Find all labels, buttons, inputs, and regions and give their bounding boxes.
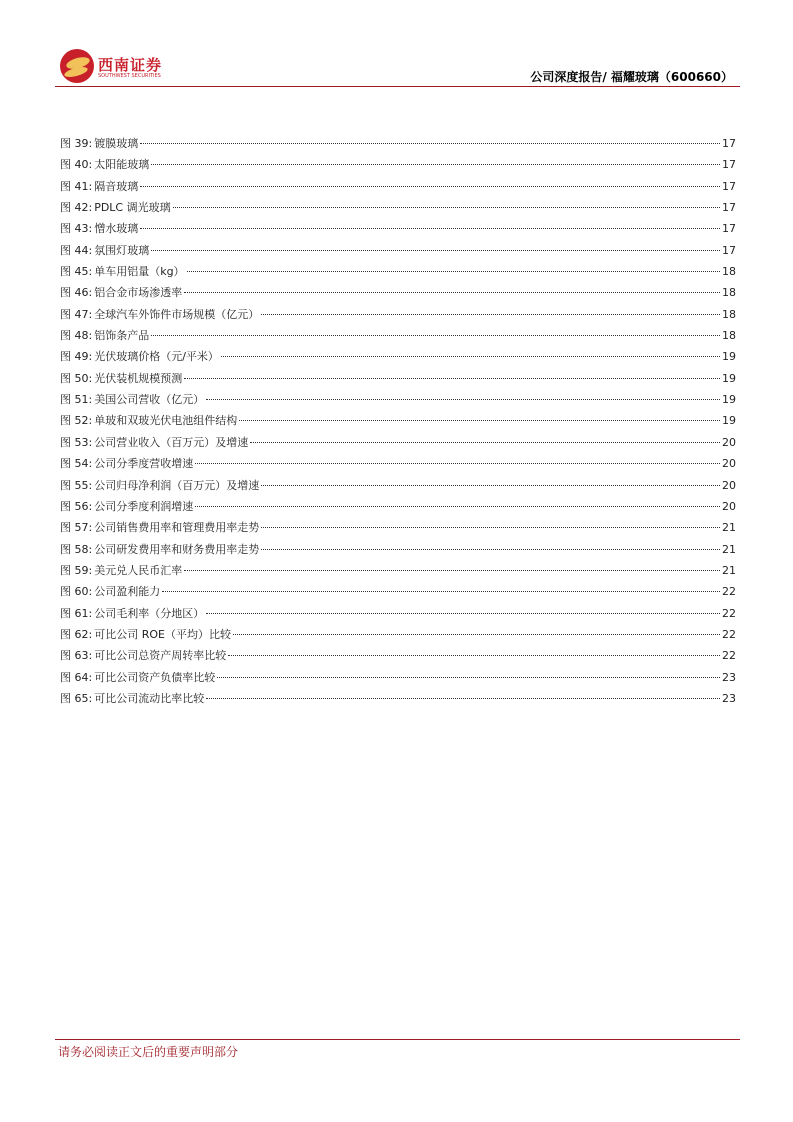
toc-entry-title: 铝饰条产品 bbox=[94, 329, 150, 343]
toc-leader-dots bbox=[184, 292, 720, 293]
toc-entry-number: 图 58: bbox=[60, 542, 93, 556]
toc-entry-number: 图 52: bbox=[60, 414, 93, 428]
toc-leader-dots bbox=[221, 356, 720, 357]
toc-entry-page: 17 bbox=[722, 243, 736, 257]
toc-entry-number: 图 39: bbox=[60, 137, 93, 150]
toc-entry[interactable] bbox=[60, 178, 736, 199]
toc-entry-number: 图 40: bbox=[60, 158, 93, 172]
toc-leader-dots bbox=[250, 442, 720, 443]
toc-entry-page: 17 bbox=[722, 137, 736, 150]
toc-leader-dots bbox=[140, 228, 720, 229]
toc-entry-number: 图 53: bbox=[60, 435, 93, 449]
toc-entry-title: 公司盈利能力 bbox=[94, 585, 161, 599]
toc-entry-number: 图 42: bbox=[60, 201, 93, 215]
toc-entry-title: PDLC 调光玻璃 bbox=[94, 201, 171, 215]
toc-entry-title: 隔音玻璃 bbox=[94, 179, 139, 193]
toc-entry[interactable] bbox=[60, 242, 736, 263]
toc-entry-page: 19 bbox=[722, 393, 736, 407]
toc-entry-title: 公司毛利率（分地区） bbox=[94, 606, 205, 620]
logo-text-en: SOUTHWEST SECURITIES bbox=[98, 73, 161, 79]
toc-entry[interactable] bbox=[60, 562, 736, 583]
toc-entry-number: 图 43: bbox=[60, 222, 93, 236]
toc-leader-dots bbox=[151, 164, 720, 165]
toc-entry-page: 23 bbox=[722, 691, 736, 705]
toc-entry[interactable] bbox=[60, 669, 736, 690]
toc-entry-page: 20 bbox=[722, 435, 736, 449]
toc-entry-title: 可比公司流动比率比较 bbox=[94, 691, 205, 705]
toc-entry-title: 公司分季度营收增速 bbox=[94, 457, 194, 471]
toc-entry-number: 图 51: bbox=[60, 393, 93, 407]
toc-entry-title: 光伏装机规模预测 bbox=[94, 371, 183, 385]
toc-leader-dots bbox=[206, 613, 720, 614]
toc-leader-dots bbox=[206, 698, 720, 699]
toc-leader-dots bbox=[195, 463, 720, 464]
toc-entry-number: 图 44: bbox=[60, 243, 93, 257]
toc-entry-number: 图 57: bbox=[60, 521, 93, 535]
toc-entry-title: 美元兑人民币汇率 bbox=[94, 563, 183, 577]
toc-entry[interactable] bbox=[60, 477, 736, 498]
toc-entry-page: 20 bbox=[722, 457, 736, 471]
toc-entry-page: 17 bbox=[722, 222, 736, 236]
toc-leader-dots bbox=[140, 186, 720, 187]
toc-entry-number: 图 48: bbox=[60, 329, 93, 343]
toc-entry-page: 17 bbox=[722, 201, 736, 215]
header-divider bbox=[55, 86, 740, 87]
toc-entry-title: 美国公司营收（亿元） bbox=[94, 393, 205, 407]
toc-entry[interactable] bbox=[60, 412, 736, 433]
toc-entry[interactable] bbox=[60, 434, 736, 455]
toc-entry-page: 18 bbox=[722, 265, 736, 279]
toc-entry-page: 17 bbox=[722, 179, 736, 193]
toc-entry-page: 20 bbox=[722, 478, 736, 492]
toc-entry-title: 公司营业收入（百万元）及增速 bbox=[94, 435, 249, 449]
toc-entry[interactable] bbox=[60, 583, 736, 604]
toc-entry-title: 单玻和双玻光伏电池组件结构 bbox=[94, 414, 238, 428]
toc-entry-title: 铝合金市场渗透率 bbox=[94, 286, 183, 300]
toc-entry-page: 17 bbox=[722, 158, 736, 172]
toc-leader-dots bbox=[261, 485, 720, 486]
toc-entry[interactable] bbox=[60, 455, 736, 476]
toc-entry[interactable] bbox=[60, 391, 736, 412]
toc-entry-title: 公司研发费用率和财务费用率走势 bbox=[94, 542, 260, 556]
toc-entry[interactable] bbox=[60, 626, 736, 647]
toc-leader-dots bbox=[261, 549, 720, 550]
toc-entry[interactable] bbox=[60, 284, 736, 305]
toc-leader-dots bbox=[228, 655, 720, 656]
toc-entry-number: 图 56: bbox=[60, 499, 93, 513]
toc-entry[interactable] bbox=[60, 306, 736, 327]
toc-entry[interactable] bbox=[60, 605, 736, 626]
toc-entry[interactable] bbox=[60, 370, 736, 391]
logo-text-cn: 西南证券 bbox=[98, 56, 163, 74]
toc-entry-number: 图 45: bbox=[60, 265, 93, 279]
toc-entry[interactable] bbox=[60, 348, 736, 369]
toc-entry-page: 18 bbox=[722, 329, 736, 343]
toc-entry-number: 图 50: bbox=[60, 371, 93, 385]
toc-leader-dots bbox=[239, 420, 720, 421]
toc-entry-page: 21 bbox=[722, 542, 736, 556]
toc-entry-page: 22 bbox=[722, 606, 736, 620]
toc-entry-page: 23 bbox=[722, 670, 736, 684]
footer-disclaimer: 请务必阅读正文后的重要声明部分 bbox=[58, 1045, 239, 1059]
toc-leader-dots bbox=[151, 250, 720, 251]
toc-entry-title: 可比公司资产负债率比较 bbox=[94, 670, 216, 684]
toc-leader-dots bbox=[162, 591, 720, 592]
toc-entry-page: 21 bbox=[722, 521, 736, 535]
toc-entry-number: 图 63: bbox=[60, 649, 93, 663]
toc-leader-dots bbox=[140, 143, 720, 144]
toc-entry-title: 光伏玻璃价格（元/平米） bbox=[94, 350, 219, 364]
toc-entry-number: 图 49: bbox=[60, 350, 93, 364]
toc-leader-dots bbox=[195, 506, 720, 507]
toc-leader-dots bbox=[151, 335, 720, 336]
toc-entry-number: 图 47: bbox=[60, 307, 93, 321]
toc-entry-title: 公司分季度利润增速 bbox=[94, 499, 194, 513]
toc-leader-dots bbox=[184, 378, 720, 379]
header-title: 公司深度报告/ 福耀玻璃（600660） bbox=[530, 70, 733, 84]
toc-leader-dots bbox=[184, 570, 720, 571]
toc-entry-page: 22 bbox=[722, 627, 736, 641]
toc-entry[interactable] bbox=[60, 647, 736, 668]
toc-entry[interactable] bbox=[60, 220, 736, 241]
toc-entry-title: 单车用铝量（kg） bbox=[94, 265, 185, 279]
toc-entry-title: 公司归母净利润（百万元）及增速 bbox=[94, 478, 260, 492]
toc-leader-dots bbox=[233, 634, 720, 635]
toc-entry-number: 图 59: bbox=[60, 563, 93, 577]
toc-entry-number: 图 54: bbox=[60, 457, 93, 471]
toc-entry[interactable] bbox=[60, 498, 736, 519]
toc-entry-number: 图 62: bbox=[60, 627, 93, 641]
toc-leader-dots bbox=[187, 271, 720, 272]
footer-divider bbox=[55, 1039, 740, 1040]
toc-entry[interactable] bbox=[60, 519, 736, 540]
toc-entry-page: 19 bbox=[722, 371, 736, 385]
toc-entry[interactable] bbox=[60, 690, 736, 711]
toc-entry-page: 20 bbox=[722, 499, 736, 513]
toc-entry-title: 氛围灯玻璃 bbox=[94, 243, 150, 257]
toc-entry-number: 图 60: bbox=[60, 585, 93, 599]
toc-entry-title: 可比公司 ROE（平均）比较 bbox=[94, 627, 231, 641]
toc-entry-number: 图 61: bbox=[60, 606, 93, 620]
toc-entry[interactable] bbox=[60, 199, 736, 220]
toc-entry-title: 公司销售费用率和管理费用率走势 bbox=[94, 521, 260, 535]
toc-leader-dots bbox=[261, 527, 720, 528]
toc-entry-page: 22 bbox=[722, 585, 736, 599]
toc-entry-number: 图 41: bbox=[60, 179, 93, 193]
toc-entry-number: 图 46: bbox=[60, 286, 93, 300]
toc-entry[interactable] bbox=[60, 135, 736, 156]
toc-entry-page: 18 bbox=[722, 286, 736, 300]
toc-entry[interactable] bbox=[60, 263, 736, 284]
toc-leader-dots bbox=[173, 207, 720, 208]
toc-entry-page: 22 bbox=[722, 649, 736, 663]
toc-entry-title: 可比公司总资产周转率比较 bbox=[94, 649, 227, 663]
toc-entry-number: 图 65: bbox=[60, 691, 93, 705]
toc-entry-page: 21 bbox=[722, 563, 736, 577]
toc-entry-title: 憎水玻璃 bbox=[94, 222, 139, 236]
toc-entry-number: 图 64: bbox=[60, 670, 93, 684]
toc-leader-dots bbox=[217, 677, 720, 678]
toc-leader-dots bbox=[261, 314, 720, 315]
toc-entry[interactable] bbox=[60, 327, 736, 348]
toc-entry-number: 图 55: bbox=[60, 478, 93, 492]
toc-entry-title: 镀膜玻璃 bbox=[94, 137, 139, 150]
toc-entry-page: 19 bbox=[722, 414, 736, 428]
toc-entry-page: 18 bbox=[722, 307, 736, 321]
toc-entry-title: 太阳能玻璃 bbox=[94, 158, 150, 172]
company-logo-icon bbox=[60, 49, 94, 83]
toc-leader-dots bbox=[206, 399, 720, 400]
toc-entry[interactable] bbox=[60, 156, 736, 177]
figure-table-of-contents bbox=[60, 135, 736, 711]
toc-entry[interactable] bbox=[60, 541, 736, 562]
toc-entry-page: 19 bbox=[722, 350, 736, 364]
toc-entry-title: 全球汽车外饰件市场规模（亿元） bbox=[94, 307, 260, 321]
